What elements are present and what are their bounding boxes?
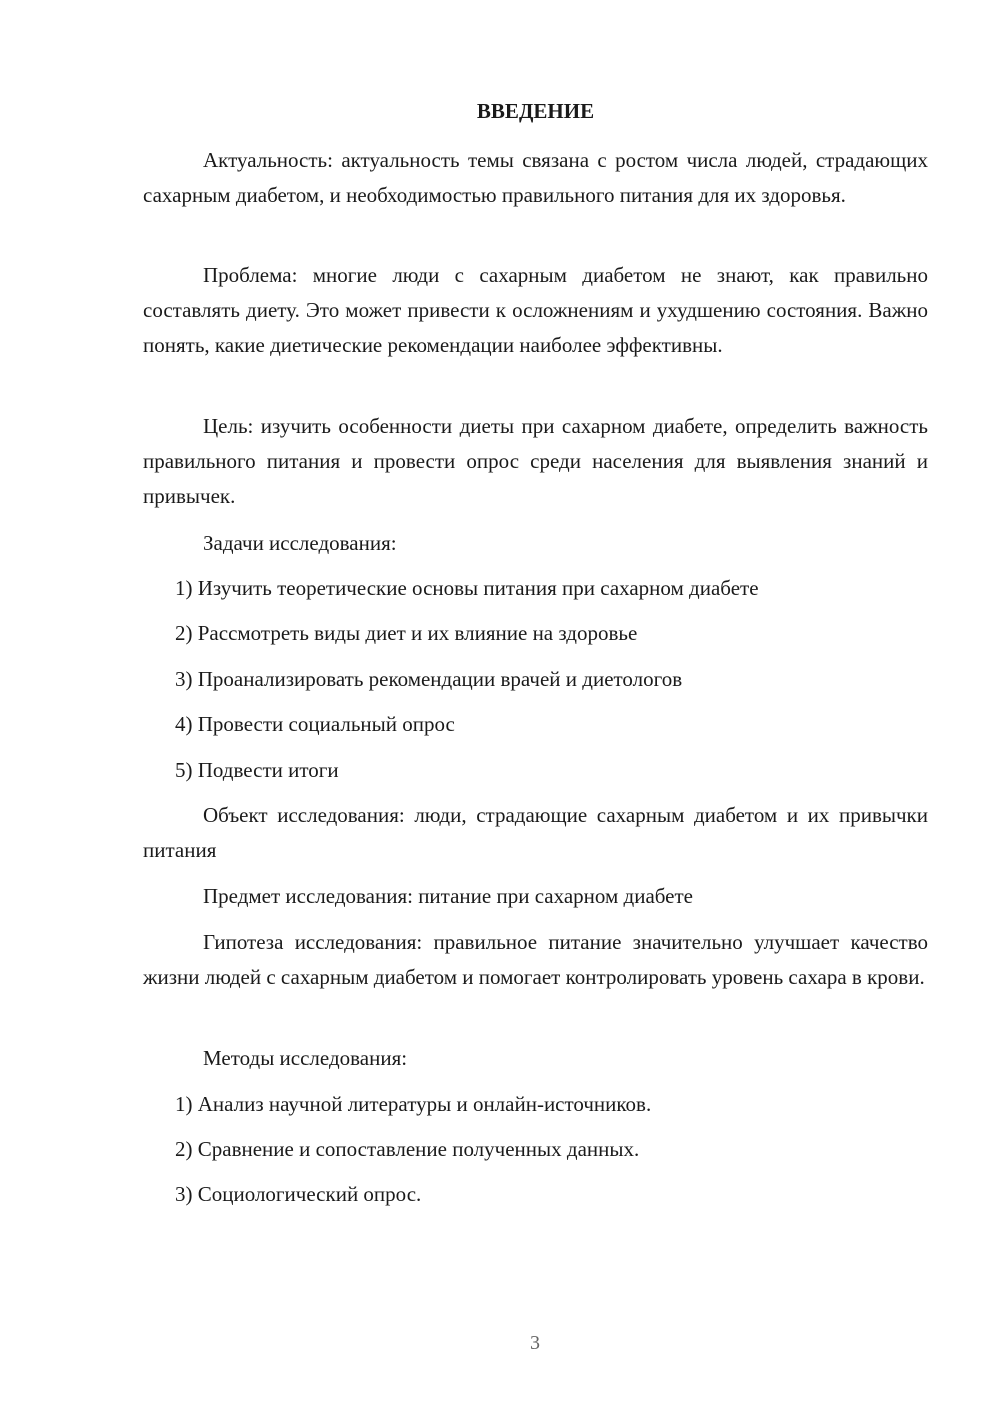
page-title: ВВЕДЕНИЕ [476,99,595,123]
subject-line: Предмет исследования: питание при сахарном диабете [203,884,693,908]
task-item-3: 3) Проанализировать рекомендации врачей и диетологов [175,667,683,691]
task-item-2: 2) Рассмотреть виды диет и их влияние на здоровье [175,621,638,645]
methods-heading: Методы исследования: [203,1046,408,1070]
task-item-1: 1) Изучить теоретические основы питания при сахарном диабете [175,576,759,600]
tasks-heading: Задачи исследования: [203,531,397,555]
page-number: 3 [530,1332,540,1354]
task-item-5: 5) Подвести итоги [175,758,339,782]
relevance-paragraph: Актуальность: актуальность темы связана с ростом числа людей, страдающих сахарным диабетом, и необходимостью правильного питания для их здоровья. [143,148,928,207]
method-item-1: 1) Анализ научной литературы и онлайн-источников. [175,1092,652,1116]
task-item-4: 4) Провести социальный опрос [175,712,455,736]
method-item-3: 3) Социологический опрос. [175,1182,422,1206]
hypothesis-paragraph: Гипотеза исследования: правильное питание значительно улучшает качество жизни людей с сахарным диабетом и помогает контролировать уровень сахара в крови. [143,930,928,989]
problem-paragraph: Проблема: многие люди с сахарным диабетом не знают, как правильно составлять диету. Это может привести к осложнениям и ухудшению состояния. Важно понять, какие диетические рекомендации наиболее эффективны. [143,263,928,357]
goal-paragraph: Цель: изучить особенности диеты при сахарном диабете, определить важность правильного питания и провести опрос среди населения для выявления знаний и привычек. [143,414,928,508]
object-paragraph: Объект исследования: люди, страдающие сахарным диабетом и их привычки питания [143,803,928,862]
method-item-2: 2) Сравнение и сопоставление полученных данных. [175,1137,640,1161]
